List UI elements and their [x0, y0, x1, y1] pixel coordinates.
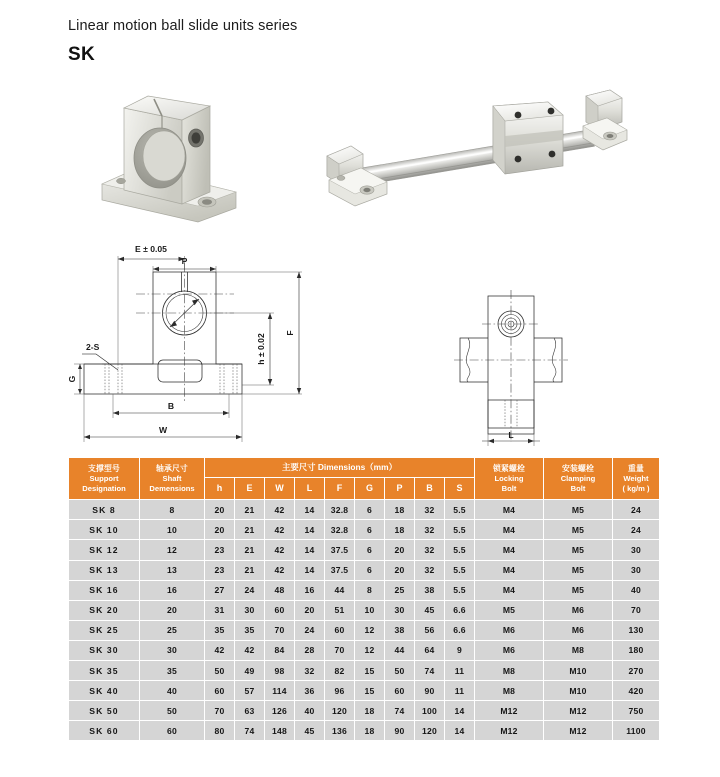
cell-G: 6 [355, 520, 385, 540]
cell-locking: M6 [475, 640, 544, 660]
table-row [69, 540, 660, 560]
col-header-dim-L: L [295, 477, 325, 500]
cell-designation: SK 35 [69, 661, 140, 681]
table-row [69, 600, 660, 620]
cell-designation: SK 50 [69, 701, 140, 721]
cell-P: 30 [385, 600, 415, 620]
cell-locking: M4 [475, 520, 544, 540]
cell-F: 32.8 [325, 520, 355, 540]
col-header-support-designation: 支撑型号 Support Designation [69, 458, 140, 500]
cell-B: 120 [415, 721, 445, 741]
cell-designation: SK 10 [69, 520, 140, 540]
cell-P: 44 [385, 640, 415, 660]
cell-W: 42 [265, 500, 295, 520]
cell-G: 12 [355, 620, 385, 640]
cell-P: 90 [385, 721, 415, 741]
cell-designation: SK 12 [69, 540, 140, 560]
cell-S: 11 [445, 661, 475, 681]
cell-locking: M6 [475, 620, 544, 640]
dim-label-b: B [167, 401, 175, 411]
cell-weight: 420 [613, 681, 660, 701]
cell-W: 48 [265, 580, 295, 600]
cell-P: 74 [385, 701, 415, 721]
cell-W: 114 [265, 681, 295, 701]
cell-E: 30 [235, 600, 265, 620]
cell-weight: 24 [613, 520, 660, 540]
table-row [69, 640, 660, 660]
cell-E: 24 [235, 580, 265, 600]
cell-designation: SK 13 [69, 560, 140, 580]
cell-h: 80 [205, 721, 235, 741]
cell-E: 74 [235, 721, 265, 741]
cell-F: 60 [325, 620, 355, 640]
cell-E: 63 [235, 701, 265, 721]
col-header-shaft-dimensions: 轴承尺寸 Shaft Demensions [140, 458, 205, 500]
cell-h: 23 [205, 560, 235, 580]
cell-h: 27 [205, 580, 235, 600]
table-row [69, 620, 660, 640]
cell-weight: 24 [613, 500, 660, 520]
cell-weight: 130 [613, 620, 660, 640]
cell-shaft: 16 [140, 580, 205, 600]
cell-weight: 30 [613, 560, 660, 580]
cell-h: 60 [205, 681, 235, 701]
table-head [69, 458, 660, 500]
cell-clamping: M10 [544, 681, 613, 701]
cell-designation: SK 25 [69, 620, 140, 640]
col-header-dim-G: G [355, 477, 385, 500]
cell-clamping: M6 [544, 600, 613, 620]
cell-clamping: M5 [544, 500, 613, 520]
cell-weight: 750 [613, 701, 660, 721]
cell-designation: SK 60 [69, 721, 140, 741]
cell-E: 42 [235, 640, 265, 660]
cell-L: 14 [295, 540, 325, 560]
cell-B: 32 [415, 540, 445, 560]
cell-B: 45 [415, 600, 445, 620]
page-header [68, 18, 297, 66]
dim-label-e: E ± 0.05 [135, 244, 167, 254]
cell-clamping: M12 [544, 701, 613, 721]
cell-designation: SK 40 [69, 681, 140, 701]
cell-B: 64 [415, 640, 445, 660]
cell-S: 5.5 [445, 560, 475, 580]
cell-W: 70 [265, 620, 295, 640]
cell-clamping: M12 [544, 721, 613, 741]
cell-S: 9 [445, 640, 475, 660]
shaft-support-block-photo [86, 80, 248, 226]
table-header-row-1 [69, 458, 660, 478]
cell-designation: SK 16 [69, 580, 140, 600]
cell-shaft: 25 [140, 620, 205, 640]
cell-G: 10 [355, 600, 385, 620]
dim-label-w: W [158, 425, 168, 435]
cell-locking: M12 [475, 701, 544, 721]
dim-label-l: L [508, 430, 514, 440]
cell-B: 90 [415, 681, 445, 701]
product-photo-strip [0, 78, 720, 228]
cell-P: 18 [385, 500, 415, 520]
col-header-dim-B: B [415, 477, 445, 500]
cell-S: 6.6 [445, 600, 475, 620]
cell-locking: M5 [475, 600, 544, 620]
cell-locking: M4 [475, 580, 544, 600]
cell-L: 16 [295, 580, 325, 600]
cell-B: 32 [415, 520, 445, 540]
cell-locking: M4 [475, 560, 544, 580]
cell-clamping: M10 [544, 661, 613, 681]
cell-h: 31 [205, 600, 235, 620]
cell-G: 18 [355, 721, 385, 741]
cell-P: 18 [385, 520, 415, 540]
cell-L: 36 [295, 681, 325, 701]
cell-E: 21 [235, 540, 265, 560]
specification-table [68, 457, 660, 741]
cell-G: 8 [355, 580, 385, 600]
table-row [69, 721, 660, 741]
cell-locking: M4 [475, 540, 544, 560]
cell-L: 14 [295, 560, 325, 580]
cell-locking: M4 [475, 500, 544, 520]
cell-shaft: 10 [140, 520, 205, 540]
cell-h: 20 [205, 500, 235, 520]
cell-L: 24 [295, 620, 325, 640]
cell-W: 84 [265, 640, 295, 660]
linear-shaft-assembly-photo [305, 78, 635, 228]
col-header-dim-h: h [205, 477, 235, 500]
side-view-dimension-drawing [438, 286, 584, 450]
cell-weight: 30 [613, 540, 660, 560]
cell-F: 37.5 [325, 560, 355, 580]
cell-S: 14 [445, 701, 475, 721]
cell-weight: 180 [613, 640, 660, 660]
cell-G: 15 [355, 681, 385, 701]
front-view-dimension-drawing [67, 236, 328, 450]
cell-h: 20 [205, 520, 235, 540]
cell-P: 20 [385, 540, 415, 560]
table-row [69, 560, 660, 580]
cell-G: 6 [355, 540, 385, 560]
cell-L: 32 [295, 661, 325, 681]
cell-B: 32 [415, 500, 445, 520]
cell-designation: SK 30 [69, 640, 140, 660]
cell-B: 38 [415, 580, 445, 600]
series-title: Linear motion ball slide units series [68, 18, 298, 34]
table-row [69, 500, 660, 520]
col-header-dim-S: S [445, 477, 475, 500]
cell-h: 35 [205, 620, 235, 640]
cell-E: 49 [235, 661, 265, 681]
cell-W: 42 [265, 540, 295, 560]
cell-S: 5.5 [445, 580, 475, 600]
cell-S: 5.5 [445, 540, 475, 560]
cell-shaft: 50 [140, 701, 205, 721]
cell-shaft: 40 [140, 681, 205, 701]
cell-G: 6 [355, 560, 385, 580]
cell-F: 70 [325, 640, 355, 660]
cell-clamping: M5 [544, 580, 613, 600]
dim-label-g: G [67, 375, 77, 383]
cell-L: 28 [295, 640, 325, 660]
cell-L: 14 [295, 520, 325, 540]
cell-F: 136 [325, 721, 355, 741]
cell-E: 57 [235, 681, 265, 701]
cell-h: 23 [205, 540, 235, 560]
dim-label-f: F [285, 330, 295, 336]
cell-G: 18 [355, 701, 385, 721]
cell-weight: 70 [613, 600, 660, 620]
cell-S: 11 [445, 681, 475, 701]
cell-L: 45 [295, 721, 325, 741]
cell-F: 96 [325, 681, 355, 701]
cell-E: 21 [235, 520, 265, 540]
cell-L: 14 [295, 500, 325, 520]
table-row [69, 701, 660, 721]
col-header-dim-P: P [385, 477, 415, 500]
cell-B: 74 [415, 661, 445, 681]
dim-label-h: h ± 0.02 [256, 333, 266, 365]
col-header-clamping-bolt: 安装螺栓 Clamping Bolt [544, 458, 613, 500]
col-header-dimensions-group: 主要尺寸 Dimensions（mm） [205, 458, 475, 478]
cell-B: 100 [415, 701, 445, 721]
cell-clamping: M8 [544, 640, 613, 660]
cell-L: 20 [295, 600, 325, 620]
cell-G: 15 [355, 661, 385, 681]
cell-clamping: M5 [544, 560, 613, 580]
cell-h: 50 [205, 661, 235, 681]
col-header-weight: 重量 Weight ( kg/m ) [613, 458, 660, 500]
cell-S: 5.5 [445, 520, 475, 540]
cell-B: 32 [415, 560, 445, 580]
dim-label-p: P [181, 256, 188, 266]
cell-W: 148 [265, 721, 295, 741]
col-header-dim-F: F [325, 477, 355, 500]
cell-B: 56 [415, 620, 445, 640]
technical-drawing-strip [0, 236, 720, 454]
dim-label-2s: 2-S [86, 342, 100, 352]
cell-shaft: 12 [140, 540, 205, 560]
cell-F: 32.8 [325, 500, 355, 520]
cell-F: 82 [325, 661, 355, 681]
cell-G: 6 [355, 500, 385, 520]
cell-E: 35 [235, 620, 265, 640]
col-header-dim-E: E [235, 477, 265, 500]
cell-W: 126 [265, 701, 295, 721]
cell-P: 50 [385, 661, 415, 681]
table-row [69, 520, 660, 540]
cell-P: 60 [385, 681, 415, 701]
cell-G: 12 [355, 640, 385, 660]
col-header-dim-W: W [265, 477, 295, 500]
cell-designation: SK 8 [69, 500, 140, 520]
cell-shaft: 13 [140, 560, 205, 580]
cell-S: 14 [445, 721, 475, 741]
cell-clamping: M5 [544, 520, 613, 540]
cell-W: 42 [265, 560, 295, 580]
cell-W: 60 [265, 600, 295, 620]
cell-locking: M8 [475, 661, 544, 681]
cell-weight: 1100 [613, 721, 660, 741]
cell-S: 5.5 [445, 500, 475, 520]
cell-designation: SK 20 [69, 600, 140, 620]
cell-F: 120 [325, 701, 355, 721]
cell-W: 42 [265, 520, 295, 540]
cell-W: 98 [265, 661, 295, 681]
cell-shaft: 20 [140, 600, 205, 620]
table-row [69, 681, 660, 701]
cell-shaft: 35 [140, 661, 205, 681]
cell-L: 40 [295, 701, 325, 721]
cell-clamping: M5 [544, 540, 613, 560]
cell-F: 51 [325, 600, 355, 620]
table-row [69, 580, 660, 600]
cell-weight: 40 [613, 580, 660, 600]
cell-h: 42 [205, 640, 235, 660]
cell-P: 25 [385, 580, 415, 600]
cell-h: 70 [205, 701, 235, 721]
table-row [69, 661, 660, 681]
cell-F: 44 [325, 580, 355, 600]
col-header-locking-bolt: 锁紧螺栓 Locking Bolt [475, 458, 544, 500]
cell-E: 21 [235, 500, 265, 520]
cell-locking: M8 [475, 681, 544, 701]
cell-S: 6.6 [445, 620, 475, 640]
table-body [69, 500, 660, 741]
cell-E: 21 [235, 560, 265, 580]
cell-locking: M12 [475, 721, 544, 741]
cell-shaft: 30 [140, 640, 205, 660]
cell-F: 37.5 [325, 540, 355, 560]
cell-P: 38 [385, 620, 415, 640]
cell-shaft: 8 [140, 500, 205, 520]
cell-clamping: M6 [544, 620, 613, 640]
cell-shaft: 60 [140, 721, 205, 741]
model-title: SK [68, 44, 95, 65]
cell-weight: 270 [613, 661, 660, 681]
cell-P: 20 [385, 560, 415, 580]
